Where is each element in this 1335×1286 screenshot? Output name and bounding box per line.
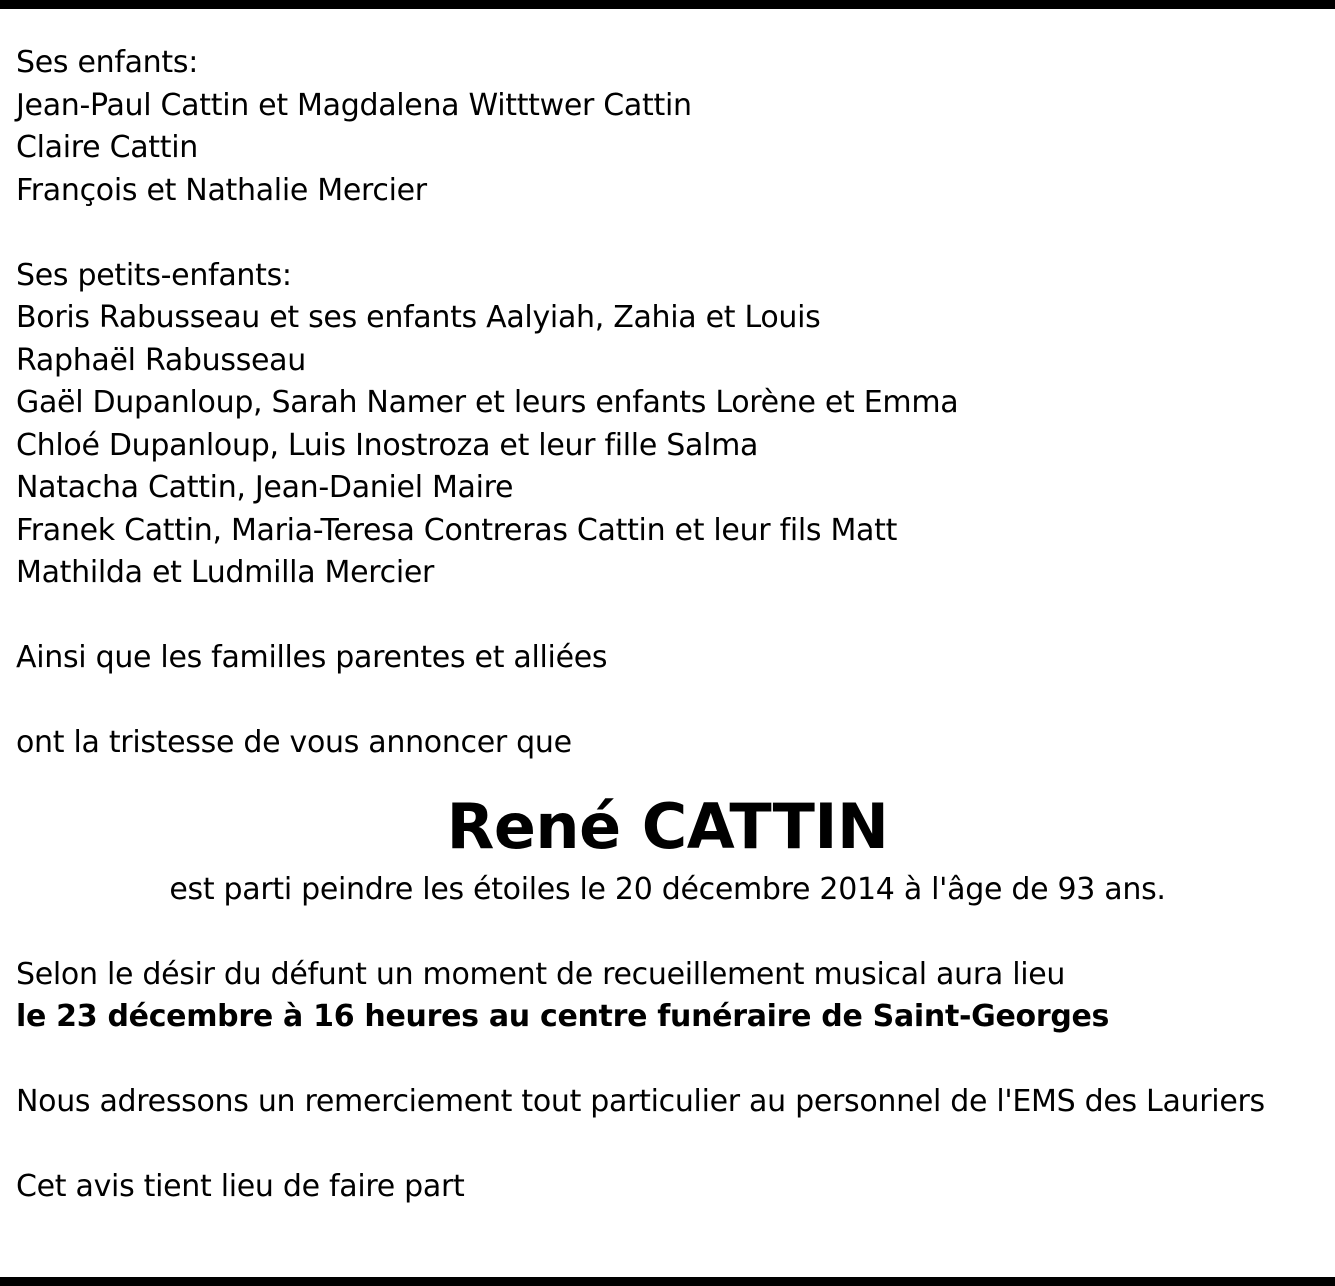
obituary-notice	[16, 42, 1321, 1209]
grandchild-entry: Boris Rabusseau et ses enfants Aalyiah, Zahia et Louis	[16, 300, 821, 335]
spacer	[16, 911, 1321, 954]
grandchildren-heading: Ses petits-enfants:	[16, 257, 292, 293]
spacer	[16, 1039, 1321, 1082]
grandchild-entry: Gaël Dupanloup, Sarah Namer et leurs enfants Lorène et Emma	[16, 385, 959, 420]
spacer	[16, 765, 1321, 785]
top-border-rule	[0, 0, 1335, 9]
families-line: Ainsi que les familles parentes et alliées	[16, 640, 608, 675]
bottom-border-rule	[0, 1277, 1335, 1286]
grandchild-entry: Natacha Cattin, Jean-Daniel Maire	[16, 470, 514, 505]
child-entry: Jean-Paul Cattin et Magdalena Witttwer Cattin	[16, 87, 692, 123]
child-entry: François et Nathalie Mercier	[16, 172, 427, 208]
deceased-name: René CATTIN	[446, 789, 889, 863]
grandchild-entry: Mathilda et Ludmilla Mercier	[16, 555, 435, 590]
child-entry: Claire Cattin	[16, 130, 198, 165]
children-heading: Ses enfants:	[16, 45, 198, 80]
grandchild-entry: Franek Cattin, Maria-Teresa Contreras Cattin et leur fils Matt	[16, 512, 898, 548]
death-line: est parti peindre les étoiles le 20 décembre 2014 à l'âge de 93 ans.	[169, 871, 1166, 907]
announce-line: ont la tristesse de vous annoncer que	[16, 725, 572, 760]
ceremony-details: le 23 décembre à 16 heures au centre funéraire de Saint-Georges	[16, 999, 1110, 1034]
closing-line: Cet avis tient lieu de faire part	[16, 1169, 465, 1204]
spacer	[16, 680, 1321, 723]
ceremony-line: Selon le désir du défunt un moment de recueillement musical aura lieu	[16, 956, 1066, 992]
grandchild-entry: Raphaël Rabusseau	[16, 342, 306, 378]
spacer	[16, 212, 1321, 255]
spacer	[16, 595, 1321, 638]
grandchild-entry: Chloé Dupanloup, Luis Inostroza et leur fille Salma	[16, 427, 759, 463]
spacer	[16, 1124, 1321, 1167]
thanks-line: Nous adressons un remerciement tout particulier au personnel de l'EMS des Lauriers	[16, 1084, 1265, 1119]
